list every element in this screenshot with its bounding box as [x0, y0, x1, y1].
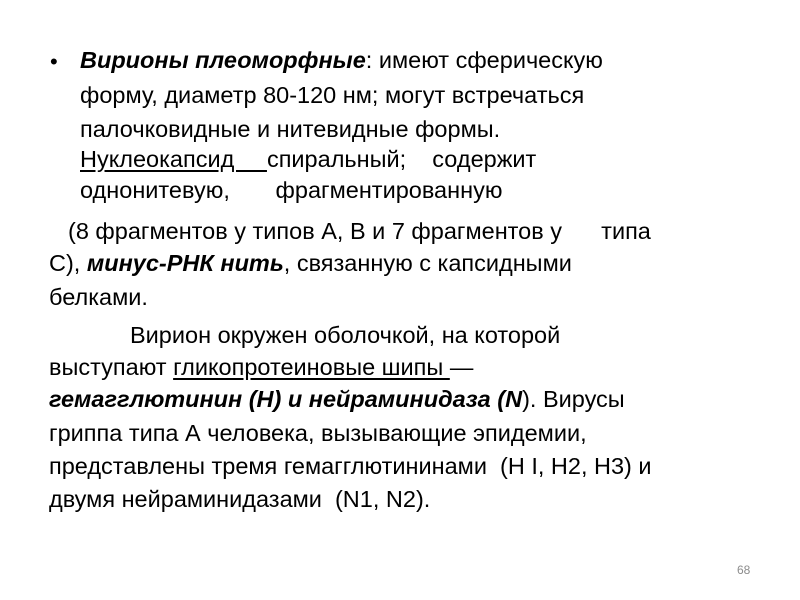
term-hemagglutinin-neuraminidase: гемагглютинин (Н) и нейраминидаза (N [49, 386, 523, 412]
term-minus-rna: минус-РНК нить [86, 250, 284, 276]
paragraph-2-line-3: белками. [49, 284, 148, 310]
text-segment: спиральный; содержит [266, 146, 537, 172]
text-segment: — [449, 354, 474, 380]
paragraph-1-line-3: палочковидные и нитевидные формы. [80, 116, 501, 142]
text-segment: : имеют сферическую [365, 47, 603, 73]
paragraph-1-line-2: форму, диаметр 80-120 нм; могут встречаться [80, 82, 585, 108]
paragraph-1-line-4 [80, 144, 536, 174]
paragraph-3-line-4: гриппа типа А человека, вызывающие эпидемии, [49, 420, 587, 446]
paragraph-1-line-5: однонитевую, фрагментированную [80, 177, 503, 203]
paragraph-3-line-2 [49, 352, 473, 382]
bullet-point: • [50, 49, 58, 74]
paragraph-2-line-2 [49, 248, 572, 278]
paragraph-1-line-1 [80, 45, 603, 75]
text-segment: ). Вирусы [522, 386, 625, 412]
term-glycoprotein-spikes: гликопротеиновые шипы [173, 354, 450, 380]
paragraph-3-line-6: двумя нейраминидазами (N1, N2). [49, 486, 431, 512]
term-nucleocapsid: Нуклеокапсид [80, 146, 267, 172]
term-pleomorphic-virions: Вирионы плеоморфные [80, 47, 366, 73]
text-segment: , связанную с капсидными [283, 250, 572, 276]
paragraph-2-line-1: (8 фрагментов у типов А, В и 7 фрагментов у типа [68, 218, 651, 244]
paragraph-3-line-3 [49, 384, 625, 414]
paragraph-3-line-1: Вирион окружен оболочкой, на которой [130, 322, 561, 348]
paragraph-3-line-5: представлены тремя гемагглютининами (Н І, Н2, Н3) и [49, 453, 652, 479]
text-segment: С), [49, 250, 87, 276]
page-number: 68 [737, 563, 751, 577]
text-segment: выступают [49, 354, 174, 380]
